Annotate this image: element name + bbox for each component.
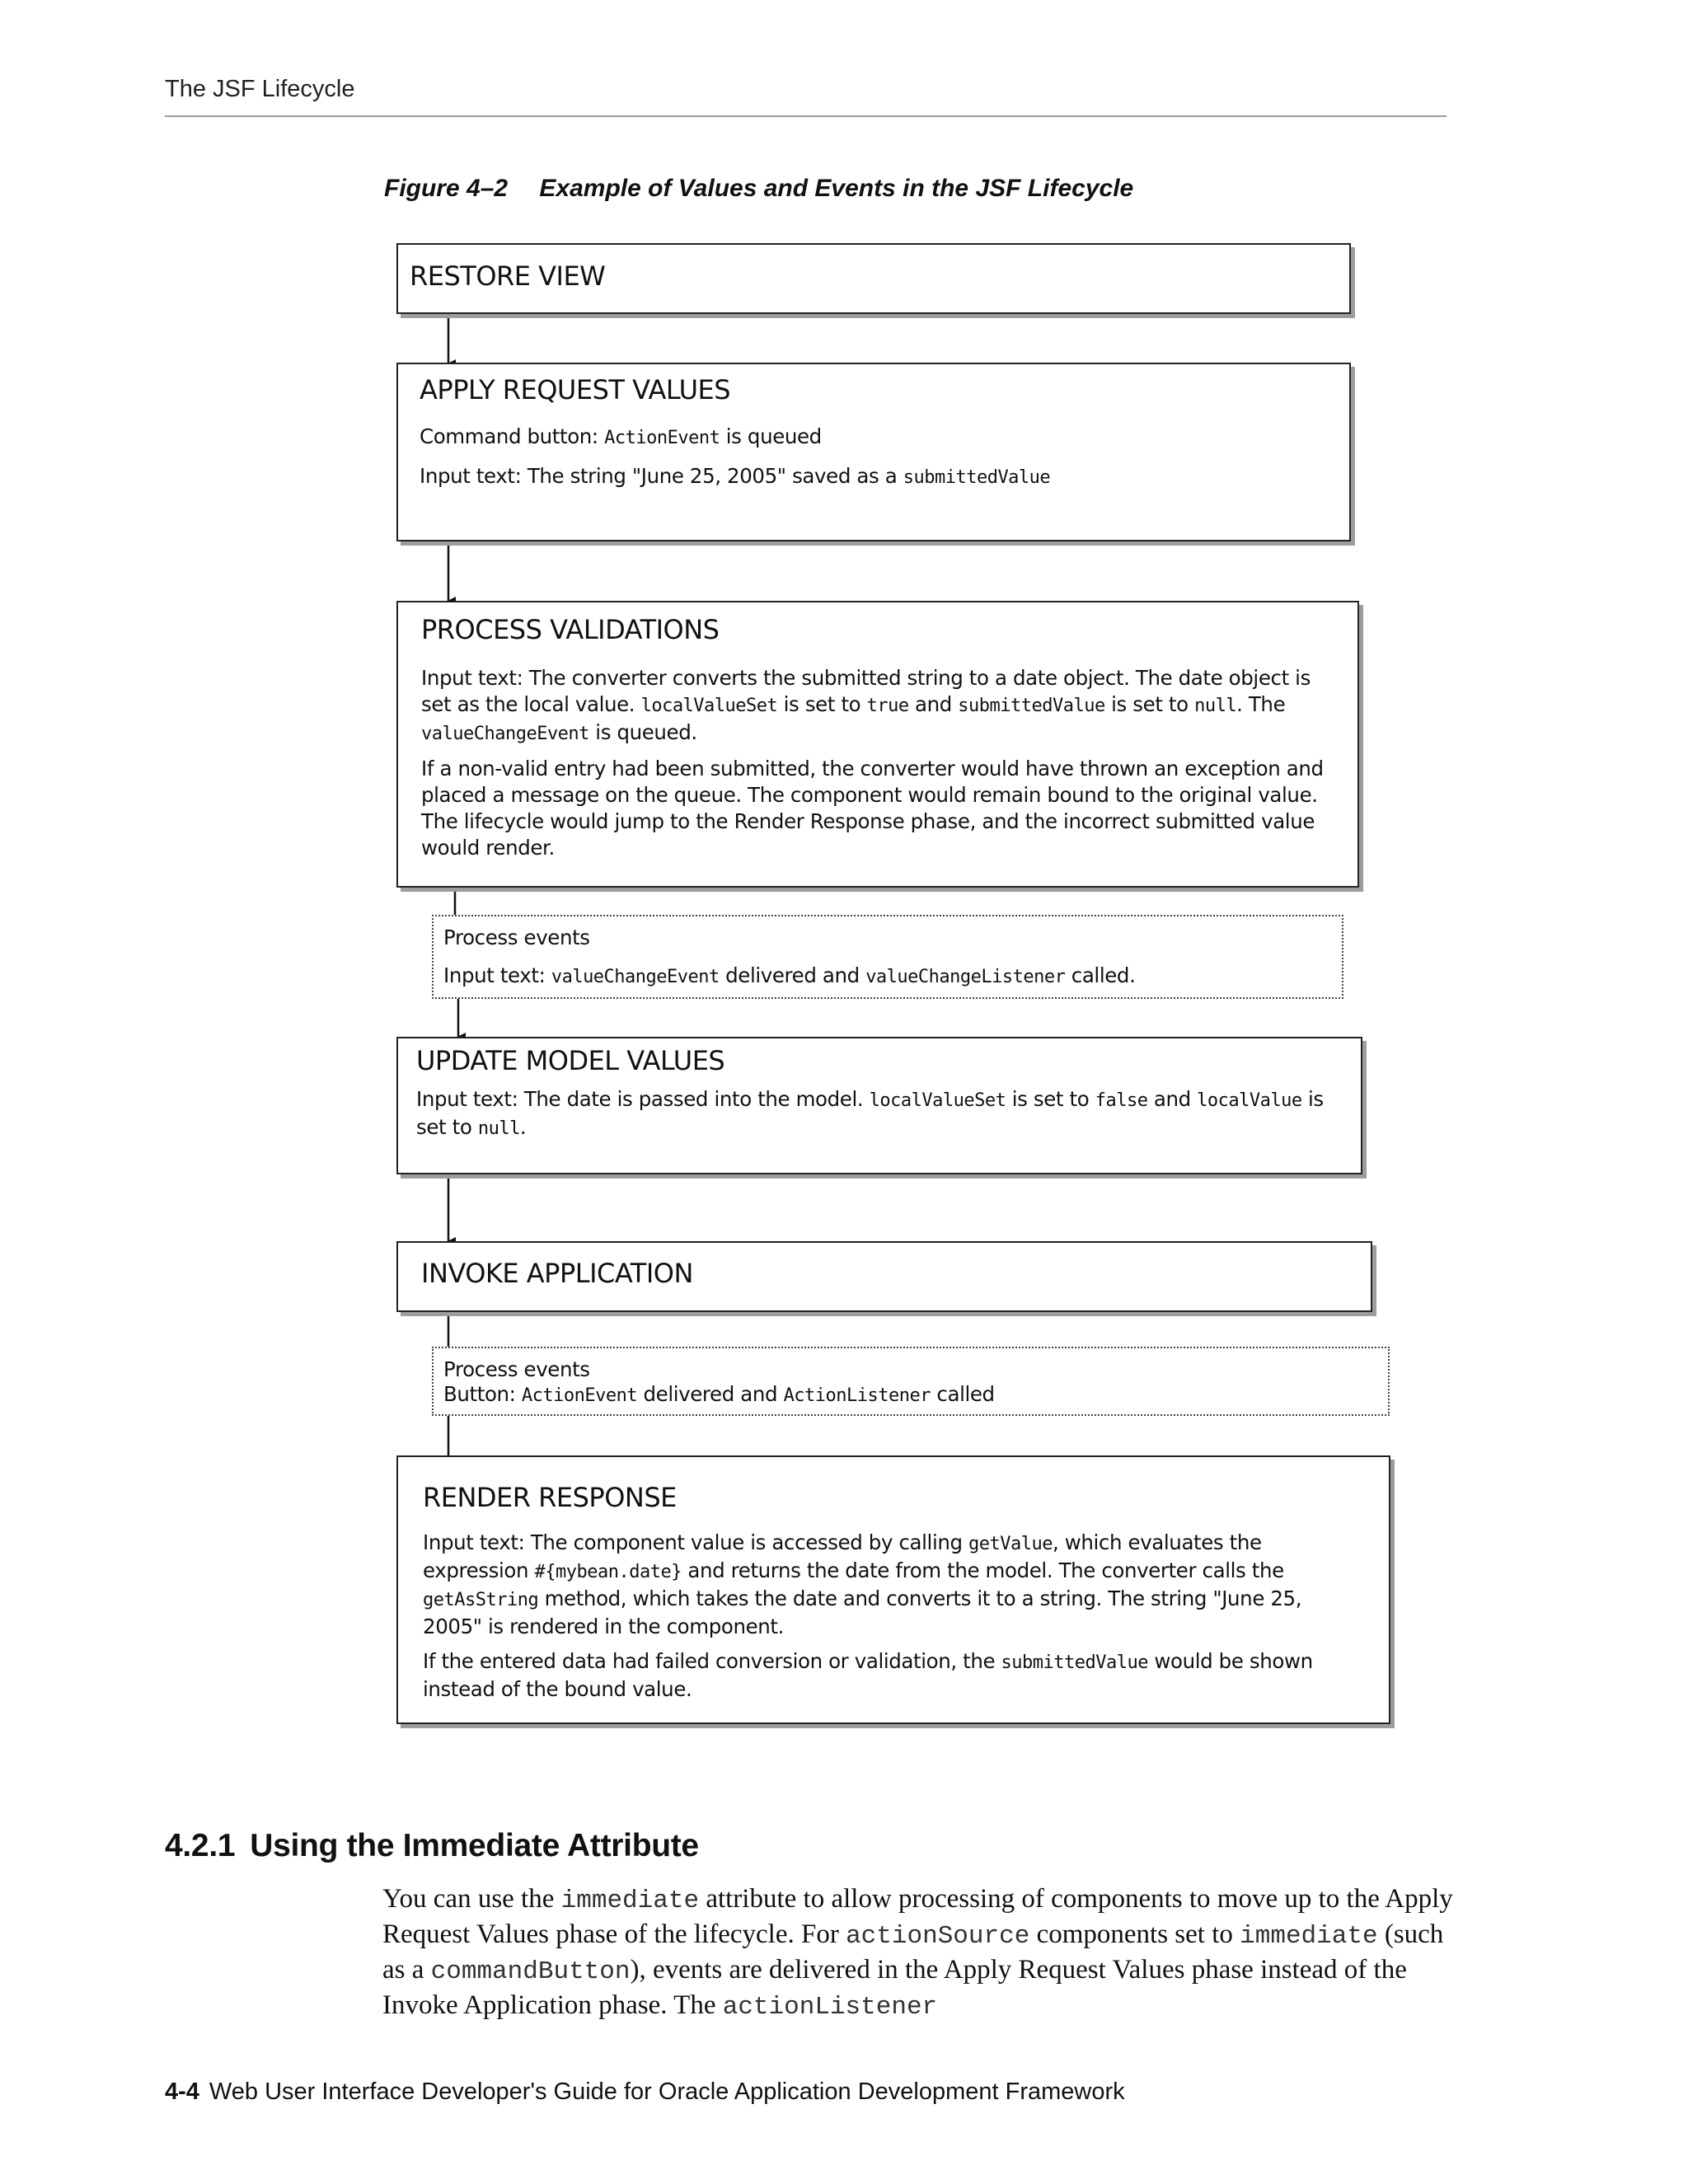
apply-request-values-box [396, 363, 1351, 541]
process-events-1-title: Process events [443, 926, 590, 949]
running-header: The JSF Lifecycle [165, 76, 355, 102]
process-validations-title: PROCESS VALIDATIONS [421, 614, 720, 645]
validations-paragraph-1: Input text: The converter converts the submitted string to a date object. The date object is set as the local value. localValueSet is set to true and submittedValue is set to null. The valueChangeEvent is queued. [421, 666, 1311, 744]
render-response-title: RENDER RESPONSE [423, 1482, 677, 1513]
process-events-box-2 [432, 1347, 1390, 1416]
section-heading [165, 1828, 699, 1864]
process-events-box-1 [432, 915, 1343, 999]
book-title: Web User Interface Developer's Guide for Oracle Application Development Framework [209, 2079, 1125, 2105]
render-response-paragraph-2: If the entered data had failed conversion or validation, the submittedValue would be shown instead of the bound value. [423, 1649, 1313, 1701]
section-number: 4.2.1 [165, 1828, 236, 1863]
process-events-2-line: Button: ActionEvent delivered and ActionListener called [443, 1382, 995, 1406]
process-events-2-title: Process events [443, 1357, 590, 1381]
invoke-application-title: INVOKE APPLICATION [421, 1258, 693, 1289]
page-number: 4-4 [165, 2079, 199, 2105]
apply-request-values-title: APPLY REQUEST VALUES [420, 374, 731, 405]
restore-view-title: RESTORE VIEW [410, 260, 606, 292]
input-text-line: Input text: The string "June 25, 2005" saved as a submittedValue [420, 464, 1051, 488]
invoke-application-box [396, 1241, 1372, 1312]
figure-title: Example of Values and Events in the JSF Lifecycle [539, 175, 1134, 202]
page-footer [165, 2079, 1125, 2106]
validations-paragraph-2: If a non-valid entry had been submitted, the converter would have thrown an exception and placed a message on the queue. The component would remain bound to the original value. The lifecycle would jump to the Render Response phase, and the incorrect submitted value would render. [421, 757, 1324, 860]
update-model-values-title: UPDATE MODEL VALUES [416, 1045, 725, 1076]
process-events-1-line: Input text: valueChangeEvent delivered and valueChangeListener called. [443, 963, 1136, 987]
process-validations-box [396, 601, 1359, 888]
update-model-paragraph: Input text: The date is passed into the model. localValueSet is set to false and localValue is set to null. [416, 1087, 1324, 1139]
render-response-paragraph-1: Input text: The component value is accessed by calling getValue, which evaluates the expression #{mybean.date} and returns the date from the model. The converter calls the getAsString method, which takes the date and converts it to a string. The string "June 25, 2005" is rendered in the component. [423, 1530, 1302, 1638]
section-body-paragraph: You can use the immediate attribute to allow processing of components to move up to the Apply Request Values phase of the lifecycle. For actionSource components set to immediate (such as a commandButton), events are delivered in the Apply Request Values phase instead of the Invoke Application phase. The actionListener [382, 1884, 1453, 2022]
restore-view-box [396, 243, 1351, 314]
update-model-values-box [396, 1037, 1362, 1174]
figure-number: Figure 4–2 [384, 175, 509, 202]
render-response-box [396, 1455, 1390, 1724]
command-button-line: Command button: ActionEvent is queued [420, 424, 822, 448]
section-title: Using the Immediate Attribute [250, 1828, 699, 1863]
